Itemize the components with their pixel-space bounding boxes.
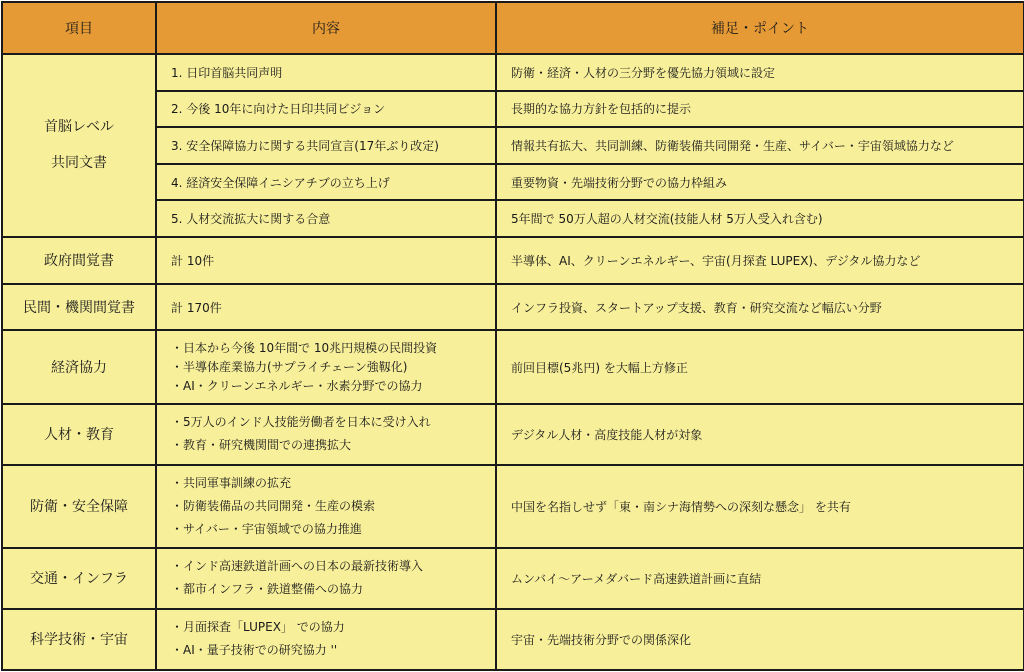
table-row bbox=[2, 91, 1024, 128]
content-cell: 計 10件 bbox=[156, 237, 496, 284]
note-cell: 防衛・経済・人材の三分野を優先協力領域に設定 bbox=[496, 54, 1024, 91]
summary-table bbox=[1, 1, 1024, 671]
content-cell bbox=[156, 465, 496, 548]
content-cell bbox=[156, 548, 496, 609]
content-cell: 計 170件 bbox=[156, 284, 496, 331]
category-summit-line-2: 共同文書 bbox=[51, 155, 107, 172]
note-cell: デジタル人材・高度技能人材が対象 bbox=[496, 404, 1024, 465]
content-cell bbox=[156, 330, 496, 403]
note-cell: 半導体、AI、クリーンエネルギー、宇宙(月探査 LUPEX)、デジタル協力など bbox=[496, 237, 1024, 284]
table-row bbox=[2, 284, 1024, 331]
list-item: ・防衛装備品の共同開発・生産の模索 bbox=[171, 498, 376, 513]
category-cell: 政府間覚書 bbox=[2, 237, 156, 284]
note-cell: 重要物資・先端技術分野での協力枠組み bbox=[496, 164, 1024, 201]
content-cell bbox=[156, 404, 496, 465]
table-row bbox=[2, 465, 1024, 548]
content-cell: 1. 日印首脳共同声明 bbox=[156, 54, 496, 91]
table-row bbox=[2, 548, 1024, 609]
category-summit bbox=[2, 54, 156, 237]
category-cell: 交通・インフラ bbox=[2, 548, 156, 609]
list-item: ・教育・研究機関間での連携拡大 bbox=[171, 438, 352, 453]
table-row bbox=[2, 404, 1024, 465]
category-cell: 民間・機関間覚書 bbox=[2, 284, 156, 331]
table-row bbox=[2, 200, 1024, 237]
list-item: ・インド高速鉄道計画への日本の最新技術導入 bbox=[171, 559, 424, 574]
category-cell: 科学技術・宇宙 bbox=[2, 609, 156, 670]
list-item: ・日本から今後 10年間で 10兆円規模の民間投資 bbox=[171, 340, 438, 355]
table-row bbox=[2, 609, 1024, 670]
list-item: ・AI・量子技術での研究協力 '' bbox=[171, 643, 338, 658]
list-item: ・共同軍事訓練の拡充 bbox=[171, 475, 292, 490]
header-note: 補足・ポイント bbox=[496, 2, 1024, 54]
note-cell: 前回目標(5兆円) を大幅上方修正 bbox=[496, 330, 1024, 403]
category-summit-line-1: 首脳レベル bbox=[44, 119, 114, 136]
note-cell: 宇宙・先端技術分野での関係深化 bbox=[496, 609, 1024, 670]
table-row bbox=[2, 330, 1024, 403]
content-cell: 2. 今後 10年に向けた日印共同ビジョン bbox=[156, 91, 496, 128]
category-cell: 経済協力 bbox=[2, 330, 156, 403]
note-cell: 長期的な協力方針を包括的に提示 bbox=[496, 91, 1024, 128]
category-cell: 防衛・安全保障 bbox=[2, 465, 156, 548]
list-item: ・半導体産業協力(サプライチェーン強靱化) bbox=[171, 359, 408, 374]
list-item: ・サイバー・宇宙領域での協力推進 bbox=[171, 521, 362, 536]
content-cell: 5. 人材交流拡大に関する合意 bbox=[156, 200, 496, 237]
header-item: 項目 bbox=[2, 2, 156, 54]
table-row bbox=[2, 237, 1024, 284]
table-row bbox=[2, 54, 1024, 91]
note-cell: 情報共有拡大、共同訓練、防衛装備共同開発・生産、サイバー・宇宙領域協力など bbox=[496, 127, 1024, 164]
list-item: ・AI・クリーンエネルギー・水素分野での協力 bbox=[171, 378, 423, 393]
category-cell: 人材・教育 bbox=[2, 404, 156, 465]
note-cell: 中国を名指しせず「東・南シナ海情勢への深刻な懸念」 を共有 bbox=[496, 465, 1024, 548]
table-row bbox=[2, 164, 1024, 201]
list-item: ・5万人のインド人技能労働者を日本に受け入れ bbox=[171, 415, 431, 430]
table-row bbox=[2, 127, 1024, 164]
list-item: ・都市インフラ・鉄道整備への協力 bbox=[171, 582, 364, 597]
note-cell: インフラ投資、スタートアップ支援、教育・研究交流など幅広い分野 bbox=[496, 284, 1024, 331]
content-cell: 3. 安全保障協力に関する共同宣言(17年ぶり改定) bbox=[156, 127, 496, 164]
content-cell: 4. 経済安全保障イニシアチブの立ち上げ bbox=[156, 164, 496, 201]
header-row bbox=[2, 2, 1024, 54]
header-content: 内容 bbox=[156, 2, 496, 54]
content-cell bbox=[156, 609, 496, 670]
note-cell: 5年間で 50万人超の人材交流(技能人材 5万人受入れ含む) bbox=[496, 200, 1024, 237]
note-cell: ムンバイ～アーメダバード高速鉄道計画に直結 bbox=[496, 548, 1024, 609]
list-item: ・月面探査「LUPEX」 での協力 bbox=[171, 620, 345, 635]
